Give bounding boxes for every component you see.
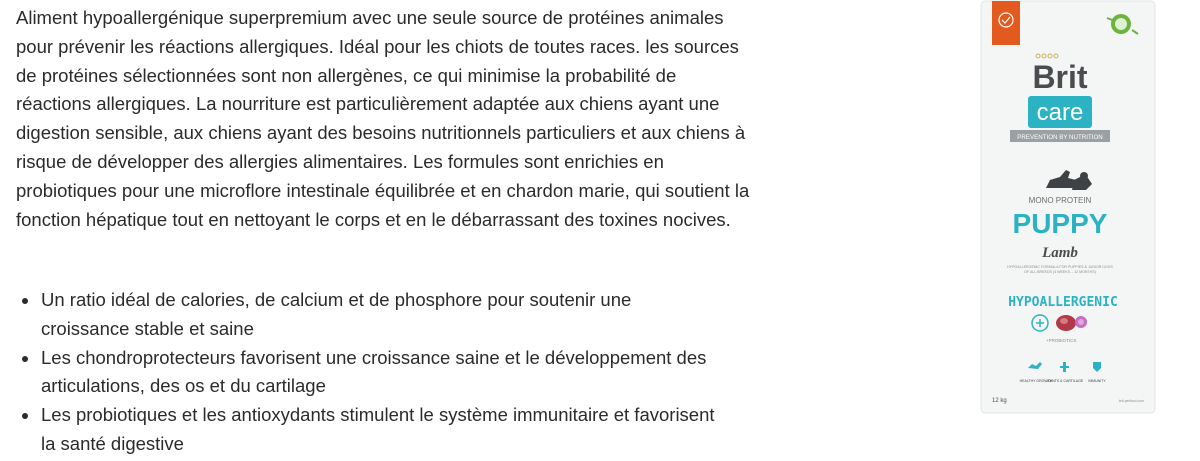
benefit-item: Un ratio idéal de calories, de calcium et de phosphore pour soutenir une croissance stable et saine [16, 286, 716, 344]
weight-label: 12 kg [992, 398, 1007, 404]
protein-label: MONO PROTEIN [1028, 196, 1092, 205]
brand-logo: Brit [1032, 59, 1088, 95]
benefits-list [16, 286, 716, 459]
icon-label: IMMUNITY [1088, 379, 1106, 383]
feature-title: HYPOALLERGENIC [1008, 295, 1118, 310]
icon-label: HEALTHY GROWTH [1019, 379, 1053, 383]
benefit-item: Les probiotiques et les antioxydants stimulent le système immunitaire et favorisent la santé digestive [16, 401, 716, 459]
benefit-item: Les chondroprotecteurs favorisent une croissance saine et le développement des articulations, des os et du cartilage [16, 344, 716, 402]
formula-note: OF ALL BREEDS (4 WEEKS – 12 MONTHS) [1024, 270, 1096, 274]
variant-title: PUPPY [1012, 208, 1108, 239]
website-label: brit-petfood.com [1118, 399, 1144, 403]
line-logo: care [1036, 99, 1084, 126]
description-paragraph: Aliment hypoallergénique superpremium avec une seule source de protéines animales pour prévenir les réactions allergiques. Idéal pour les chiots de toutes races. les sources de protéines sélectionnées sont non allergènes, ce qui minimise la probabilité de réactions allergiques. La nourriture est particulièrement adaptée aux chiens ayant une digestion sensible, aux chiens ayant des besoins nutritionnels particuliers et aux chiens à risque de développer des allergies alimentaires. Les formules sont enrichies en probiotiques pour une microflore intestinale équilibrée et en chardon marie, qui soutient la fonction hépatique tout en nettoyant le corps et en le débarrassant des toxines nocives. [16, 7, 750, 230]
icon-label: JOINTS & CARTILAGE [1046, 379, 1084, 383]
corner-badge [992, 1, 1020, 45]
flavor-label: Lamb [1042, 245, 1078, 261]
formula-note: HYPOALLERGENIC FORMULA FOR PUPPIES & JUNIOR DOGS [1007, 265, 1113, 269]
product-image [980, 0, 1156, 416]
tagline: PREVENTION BY NUTRITION [1017, 134, 1103, 141]
feature-subtitle: +PROBIOTICS [1046, 338, 1077, 343]
product-description [16, 4, 756, 234]
